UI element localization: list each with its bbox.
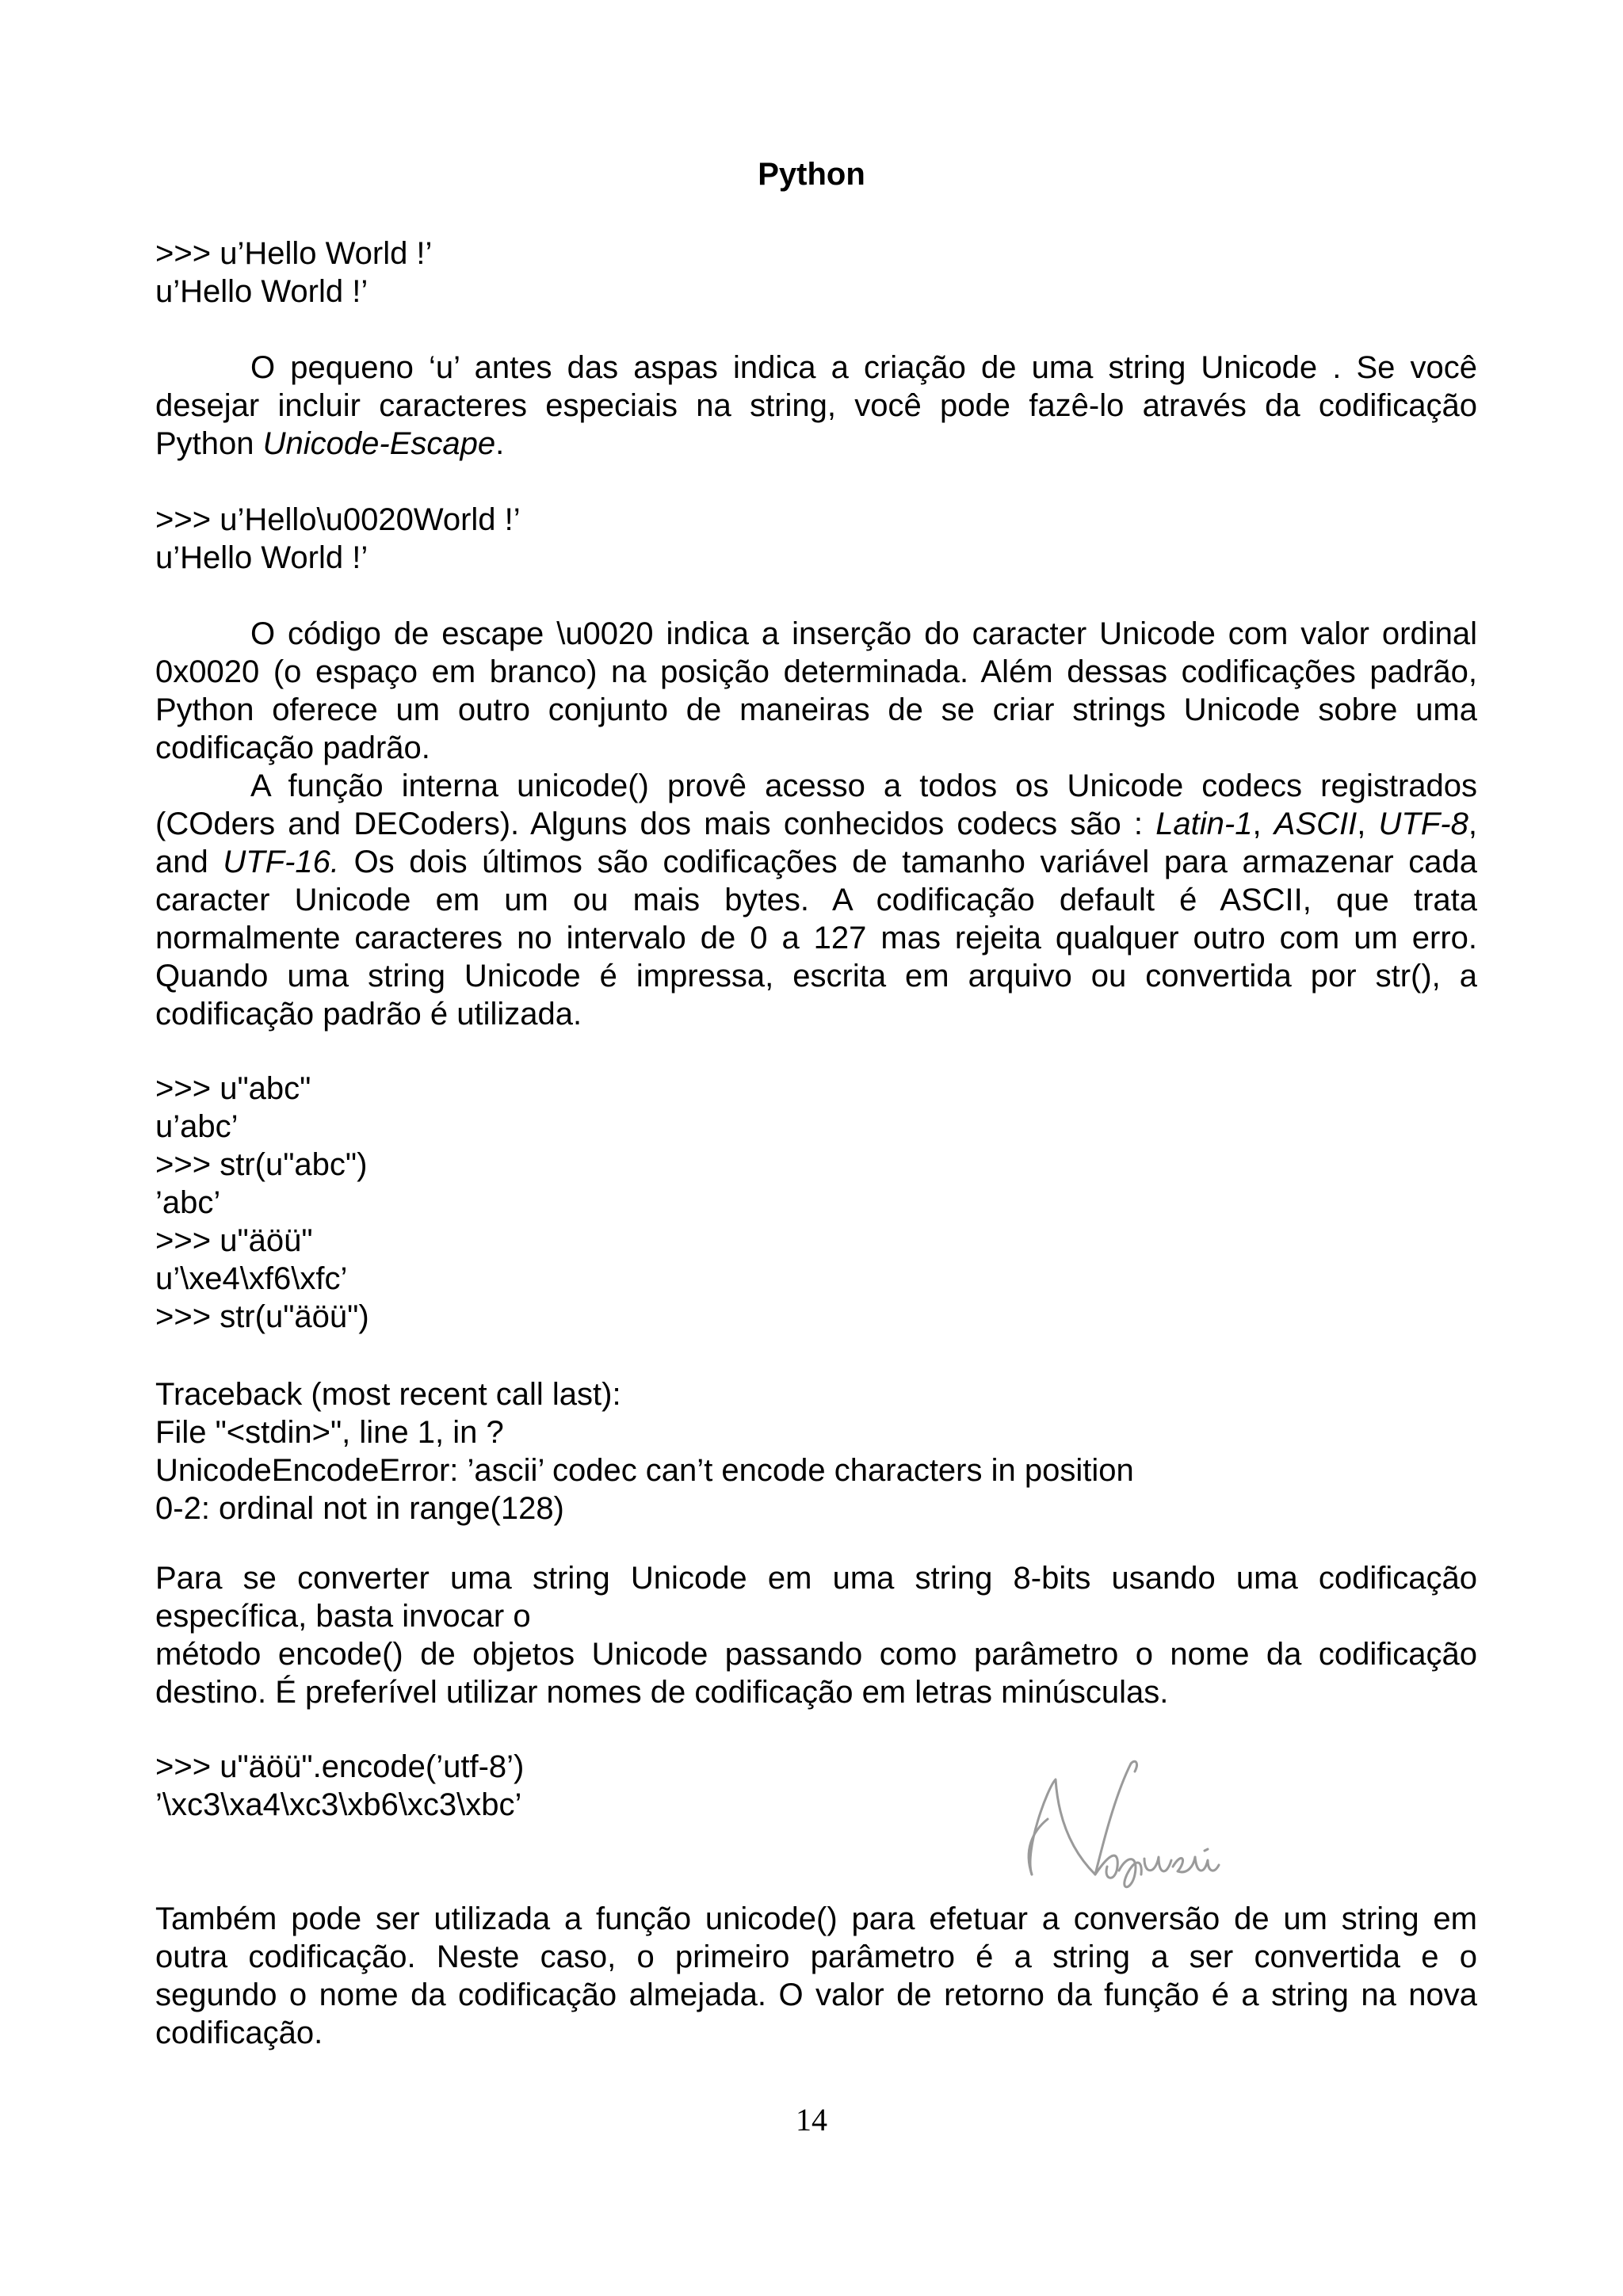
- code-line: >>> str(u"abc"): [155, 1147, 368, 1182]
- code-line: u’\xe4\xf6\xfc’: [155, 1261, 348, 1296]
- text-line: segundo o nome da codificação almejada. O valor de retorno da função é a string na nova: [155, 1978, 1477, 2012]
- italic-term: ASCII: [1274, 807, 1358, 841]
- code-block-escape: [155, 501, 1477, 577]
- italic-term: Latin-1: [1155, 807, 1253, 841]
- paragraph-unicode-function: [155, 1900, 1477, 2052]
- code-line: >>> u’Hello World !’: [155, 236, 433, 271]
- text-line: (COders and DECoders). Alguns dos mais conhecidos codecs são : Latin-1, ASCII, UTF-8,: [155, 807, 1477, 841]
- code-line: u’Hello World !’: [155, 274, 369, 309]
- signature-watermark-icon: [1000, 1756, 1238, 1898]
- code-line: File "<stdin>", line 1, in ?: [155, 1415, 504, 1450]
- text-line: caracter Unicode em um ou mais bytes. A codificação default é ASCII, que trata: [155, 883, 1477, 917]
- code-line: >>> u"äöü": [155, 1223, 313, 1258]
- text-line: outra codificação. Neste caso, o primeiro parâmetro é a string a ser convertida e o: [155, 1939, 1477, 1974]
- text-line: [155, 425, 1477, 463]
- code-line: >>> u’Hello\u0020World !’: [155, 502, 521, 537]
- text-line: desejar incluir caracteres especiais na string, você pode fazê-lo através da codificação: [155, 388, 1477, 423]
- italic-term: Unicode-Escape: [262, 426, 496, 461]
- code-line: >>> str(u"äöü"): [155, 1299, 369, 1334]
- italic-term: UTF-16.: [223, 845, 339, 879]
- text-line: método encode() de objetos Unicode passando como parâmetro o nome da codificação: [155, 1637, 1477, 1672]
- italic-term: UTF-8: [1378, 807, 1468, 841]
- text-line: destino. É preferível utilizar nomes de codificação em letras minúsculas.: [155, 1675, 1169, 1710]
- code-block-hello: [155, 235, 1477, 311]
- paragraph-unicode-prefix: [155, 349, 1477, 463]
- paragraph-codecs: [155, 767, 1477, 1033]
- paragraph-encode: [155, 1559, 1477, 1711]
- page-number: 14: [796, 2102, 827, 2138]
- text-line: O pequeno ‘u’ antes das aspas indica a criação de uma string Unicode . Se você: [250, 350, 1477, 385]
- text-line: A função interna unicode() provê acesso a todos os Unicode codecs registrados: [250, 769, 1477, 803]
- text-line: codificação padrão.: [155, 730, 430, 765]
- text-fragment: (COders and DECoders). Alguns dos mais conhecidos codecs são :: [155, 807, 1156, 841]
- text-line: 0x0020 (o espaço em branco) na posição determinada. Além dessas codificações padrão,: [155, 654, 1477, 689]
- code-line: u’Hello World !’: [155, 540, 369, 575]
- text-line: Python oferece um outro conjunto de maneiras de se criar strings Unicode sobre uma: [155, 692, 1477, 727]
- code-line: ’\xc3\xa4\xc3\xb6\xc3\xbc’: [155, 1787, 522, 1822]
- traceback-block: [155, 1375, 1477, 1527]
- text-line: Quando uma string Unicode é impressa, escrita em arquivo ou convertida por str(), a: [155, 959, 1477, 994]
- code-block-encode: [155, 1748, 1477, 1824]
- code-line: 0-2: ordinal not in range(128): [155, 1491, 564, 1526]
- code-line: Traceback (most recent call last):: [155, 1377, 621, 1412]
- text-line: [155, 843, 1477, 881]
- text-line: codificação.: [155, 2016, 323, 2050]
- code-block-str: [155, 1070, 1477, 1336]
- text-line: Para se converter uma string Unicode em uma string 8-bits usando uma codificação: [155, 1561, 1477, 1596]
- text-fragment: Python: [155, 426, 263, 461]
- text-line: normalmente caracteres no intervalo de 0 a 127 mas rejeita qualquer outro com um erro.: [155, 921, 1477, 955]
- text-line: codificação padrão é utilizada.: [155, 997, 582, 1032]
- text-fragment: Os dois últimos são codificações de tamanho variável para armazenar cada: [339, 845, 1477, 879]
- text-line: O código de escape \u0020 indica a inserção do caracter Unicode com valor ordinal: [250, 616, 1477, 651]
- text-fragment: and: [155, 845, 223, 879]
- code-line: ’abc’: [155, 1185, 221, 1220]
- text-line: Também pode ser utilizada a função unicode() para efetuar a conversão de um string em: [155, 1901, 1477, 1936]
- code-line: >>> u"äöü".encode(’utf-8’): [155, 1749, 525, 1784]
- paragraph-escape-code: [155, 615, 1477, 767]
- page-title: Python: [758, 157, 865, 192]
- code-line: u’abc’: [155, 1109, 239, 1144]
- code-line: UnicodeEncodeError: ’ascii’ codec can’t encode characters in position: [155, 1453, 1134, 1488]
- code-line: >>> u"abc": [155, 1071, 311, 1106]
- text-line: específica, basta invocar o: [155, 1599, 531, 1634]
- text-fragment: .: [495, 426, 505, 461]
